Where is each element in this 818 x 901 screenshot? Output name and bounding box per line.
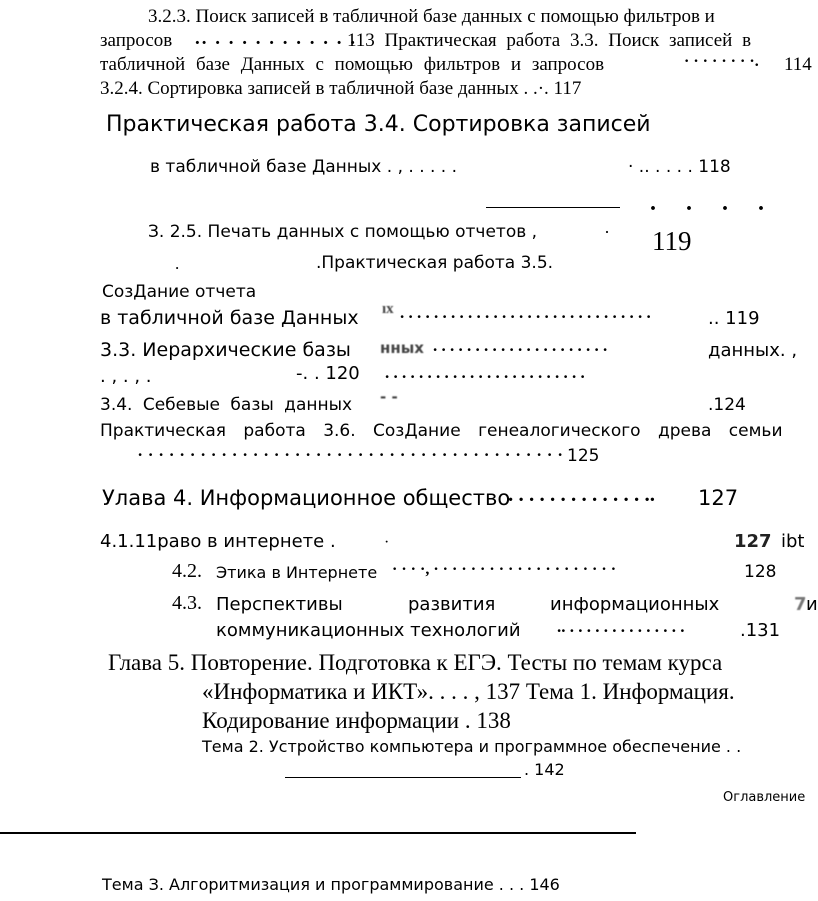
leader-dots: . . . . . . . . . . . . . . . . . . . . . <box>433 336 608 355</box>
toc-entry-4-3-word: развития <box>408 594 496 615</box>
stray-dot: · <box>604 222 610 242</box>
ghost-text: 7 <box>794 594 807 615</box>
divider <box>285 777 521 778</box>
leader-dots: . . . . . . . . . . . . . . . . . . . . . . . . . . . . . . <box>400 303 651 322</box>
page-number: . 142 <box>524 760 565 779</box>
toc-entry-3-2-3-cont: запросов <box>100 30 173 51</box>
page-number: .131 <box>740 620 781 641</box>
toc-entry-practice-3-4-cont: в табличной базе Данных . , . . . . . <box>150 157 458 177</box>
stray-text: ibt <box>781 531 805 552</box>
toc-entry-3-3-cont: табличной базе Данных с помощью фильтров и запросов <box>100 54 605 75</box>
leader-dots: .. . . . . . . . . . . . <box>195 28 357 49</box>
divider <box>486 207 620 208</box>
leader-dots: .. . . . . . . . . . . . . . . <box>557 617 685 636</box>
toc-heading-chapter-4: Улава 4. Информационное общество <box>102 486 511 510</box>
toc-entry-3-2-4: 3.2.4. Сортировка записей в табличной базе данных . .·. 117 <box>100 78 582 99</box>
leader-dots: . . . . . . . . . . . . . .. <box>508 482 655 506</box>
page-number: 125 <box>567 446 600 466</box>
page-number: 127 <box>734 531 772 552</box>
leader-dots: . . . . <box>650 190 776 216</box>
page-number: -. . 120 <box>296 363 360 384</box>
toc-heading-practice-3-4: Практическая работа 3.4. Сортировка записей <box>106 112 651 137</box>
toc-number-4-3: 4.3. <box>172 592 202 614</box>
toc-number-4-2: 4.2. <box>172 560 202 582</box>
toc-entry-practice-3-6: Практическая работа 3.6. СозДание генеалогического древа семьи <box>100 421 783 441</box>
stray-dot: . <box>175 254 180 273</box>
page-number: 114 <box>784 54 812 75</box>
toc-entry-4-3-word: и <box>806 594 818 615</box>
page-number: 119 <box>652 226 692 256</box>
toc-entry-3-3: 113 Практическая работа 3.3. Поиск записей в <box>347 30 752 51</box>
toc-entry-practice-3-5-cont: СозДание отчета <box>102 282 257 302</box>
toc-entry-3-3: 3.3. Иерархические базы <box>100 339 351 361</box>
leader-dots: · · · ·, · · · · · · · · · · · · · · · · · · · · <box>392 561 617 578</box>
leader-dots: . . . . . . . . . . . . . . . . . . . . . . . . . . . . . . . . . . . . . . . . . <box>138 441 564 460</box>
toc-entry-4-3-word: Перспективы <box>216 594 343 615</box>
toc-entry-3-3-cont: данных. , <box>708 340 798 361</box>
page-number: 128 <box>744 562 777 582</box>
toc-entry-3-2-3: 3.2.3. Поиск записей в табличной базе данных с помощью фильтров и <box>148 6 715 27</box>
toc-entry-topic-3: Тема З. Алгоритмизация и программирование . . . 146 <box>102 875 560 894</box>
stray-dot: · <box>384 534 390 551</box>
toc-entry-3-2-5: З. 2.5. Печать данных с помощью отчетов , <box>148 222 538 242</box>
toc-entry-practice-3-5-cont2: в табличной базе Данных <box>100 307 359 329</box>
toc-entry-topic-2: Тема 2. Устройство компьютера и программное обеспечение . . <box>202 737 742 756</box>
toc-entry-practice-3-5: .Практическая работа 3.5. <box>316 253 554 273</box>
ghost-text: ıх <box>382 301 394 317</box>
toc-entry-4-3-cont: коммуникационных технологий <box>216 620 521 641</box>
running-footer-label: Оглавление <box>723 790 806 805</box>
page-number: · .. . . . . 118 <box>628 157 731 177</box>
leader-dots: · · · · · · · ·. <box>684 53 759 70</box>
page-number: 127 <box>698 486 739 510</box>
stray-punctuation: . , . , . <box>100 366 152 387</box>
toc-entry-4-2: Этика в Интернете <box>216 563 378 582</box>
toc-heading-chapter-5-cont2: Кодирование информации . 138 <box>202 708 511 733</box>
toc-entry-4-3-word: информационных <box>550 594 720 615</box>
toc-heading-chapter-5-cont: «Информатика и ИКТ». . . . , 137 Тема 1. Информация. <box>202 679 735 704</box>
toc-entry-3-4: 3.4. Себевые базы данных <box>100 395 353 415</box>
ghost-text: - - <box>380 388 398 406</box>
page-divider <box>0 832 636 834</box>
ghost-text: нных <box>380 339 424 357</box>
page-number: .124 <box>708 395 746 415</box>
leader-dots: . . . . . . . . . . . . . . . . . . . . . . . . <box>385 363 585 382</box>
toc-entry-4-1: 4.1.11раво в интернете . <box>100 531 336 552</box>
toc-heading-chapter-5: Глава 5. Повторение. Подготовка к ЕГЭ. Тесты по темам курса <box>108 650 723 675</box>
page-number: .. 119 <box>708 308 760 329</box>
